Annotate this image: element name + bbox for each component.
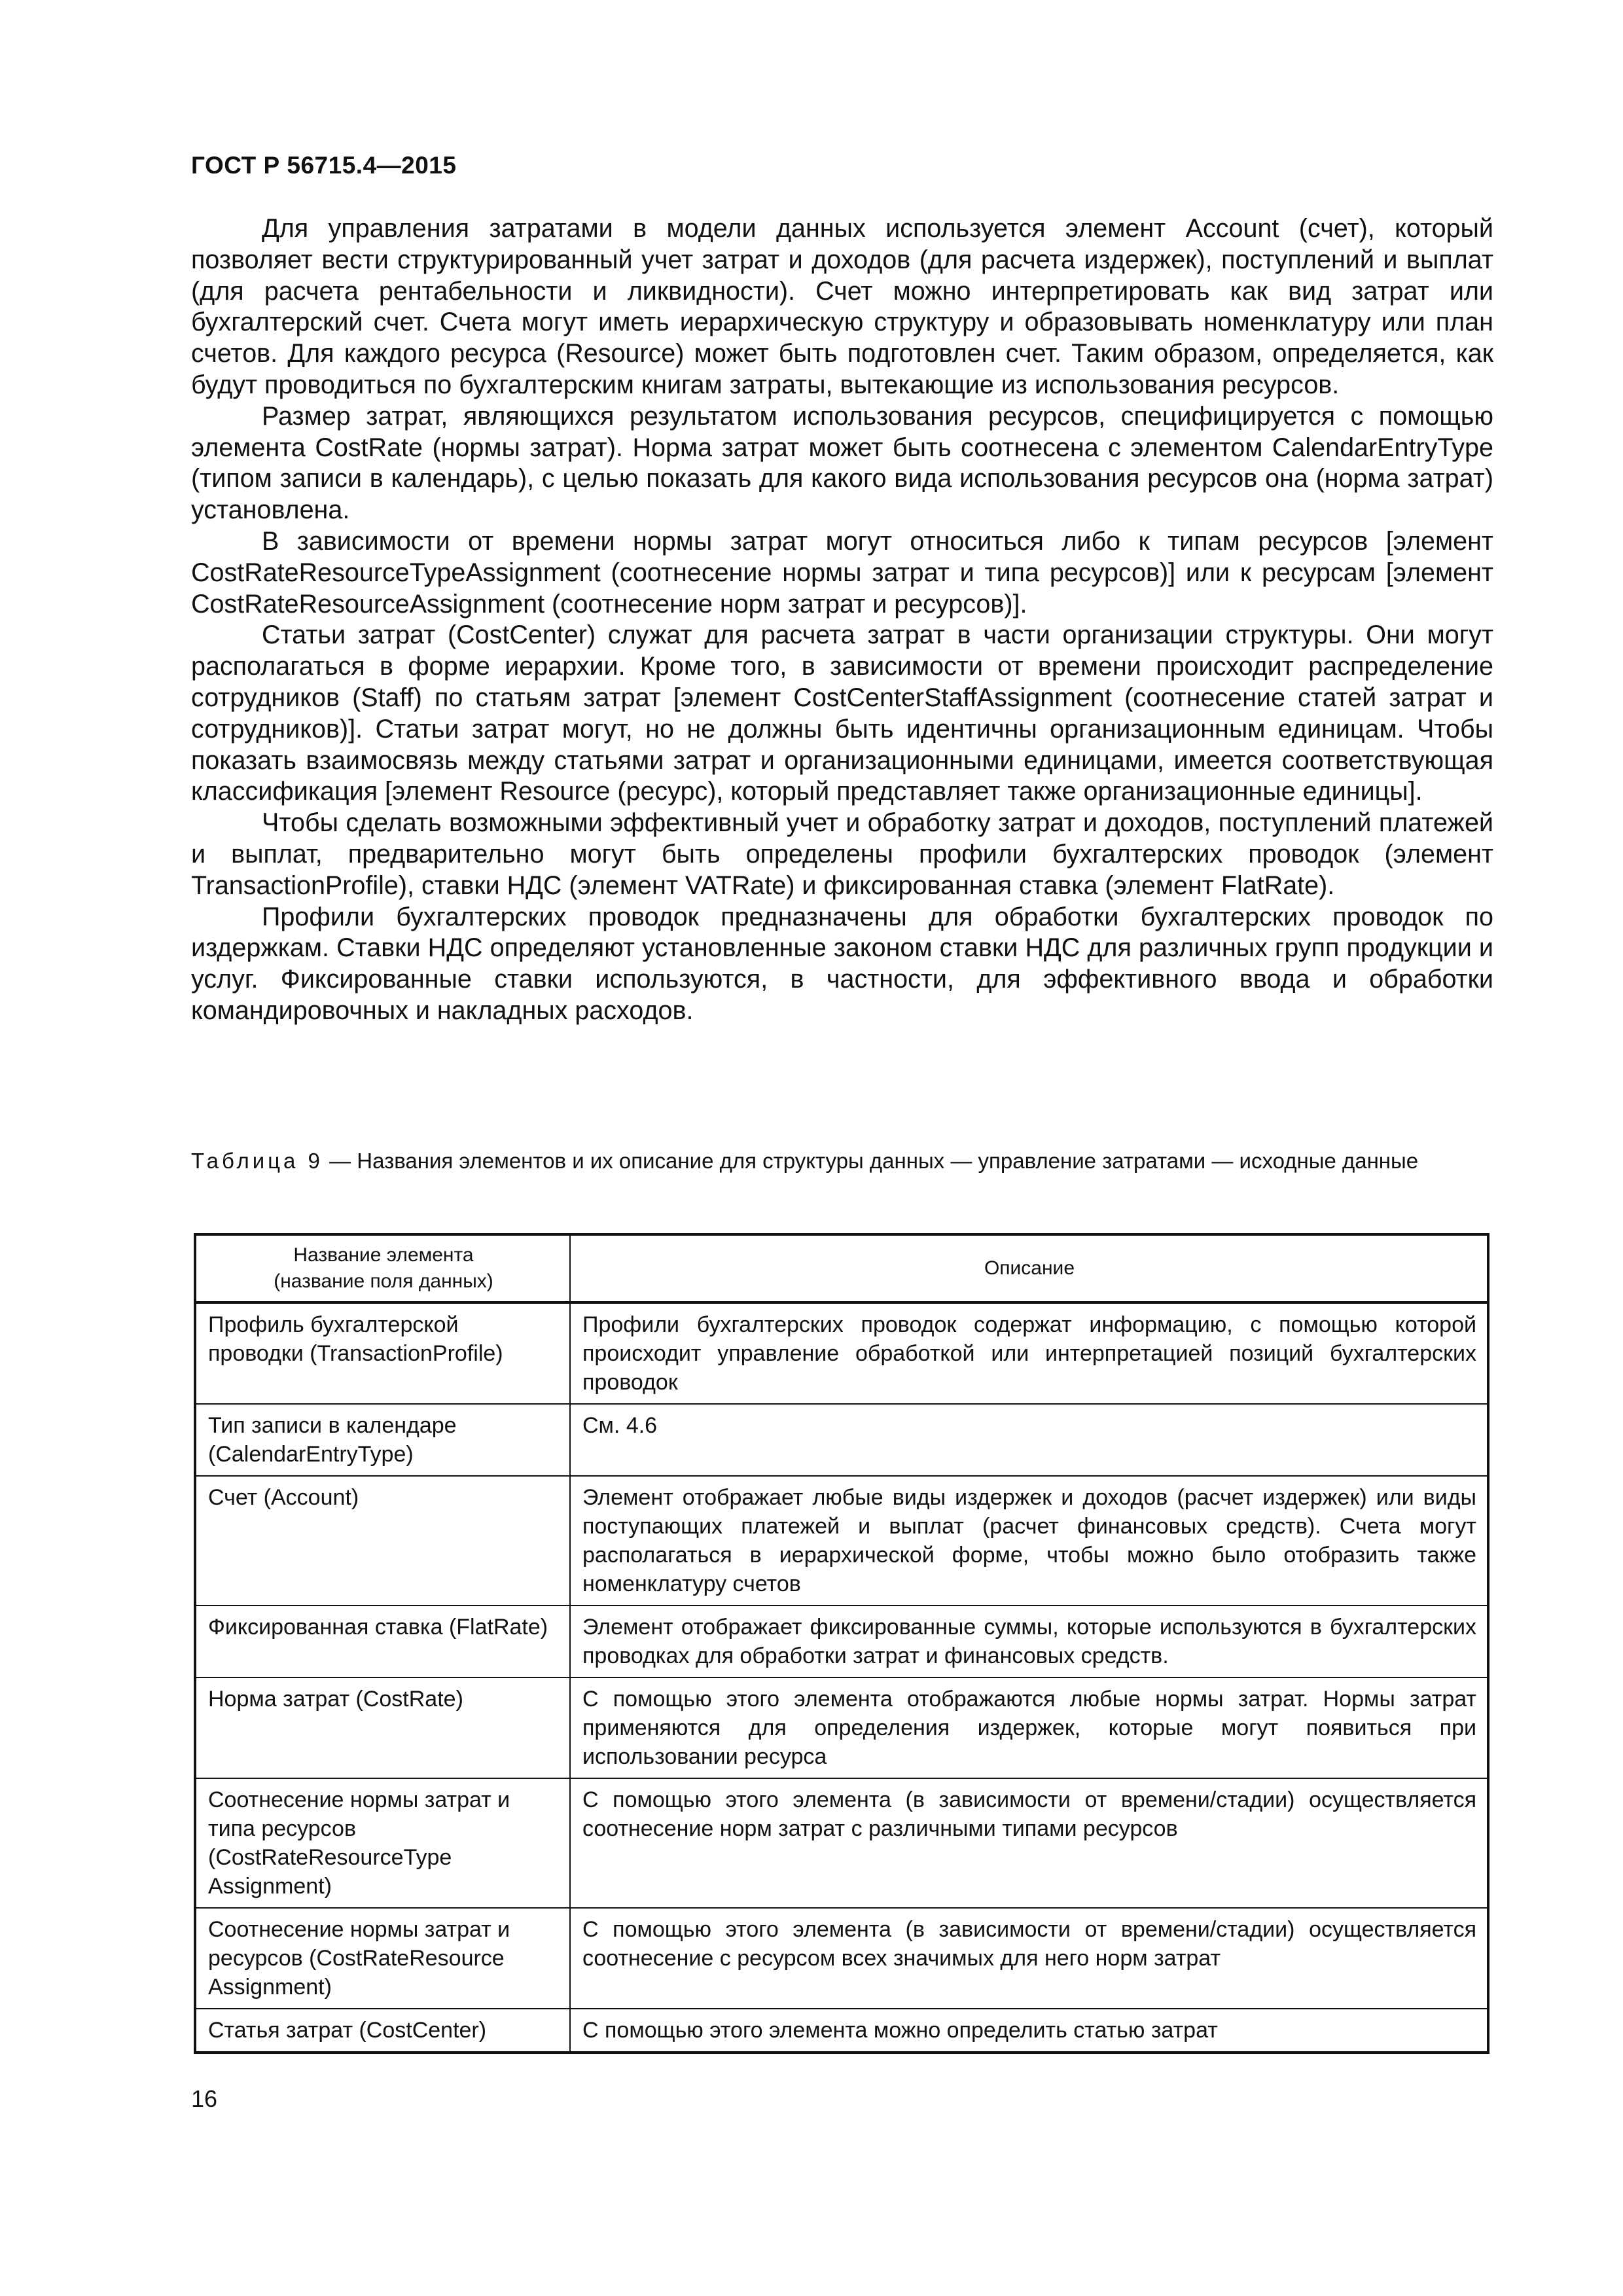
table-row: [195, 1404, 1488, 1476]
table-caption-text: — Названия элементов и их описание для структуры данных — управление затратами — исходные данные: [323, 1149, 1419, 1173]
paragraph: Профили бухгалтерских проводок предназначены для обработки бухгалтерских проводок по издержкам. Ставки НДС определяют установленные законом ставки НДС для различных групп продукции и услуг. Фиксированные ставки используются, в частности, для эффективного ввода и обработки командировочных и накладных расходов.: [191, 902, 1493, 1025]
cell-element-name: Тип записи в календаре (CalendarEntryType): [195, 1404, 570, 1476]
table-caption-label: Таблица 9: [191, 1149, 323, 1173]
cell-element-name: Фиксированная ставка (FlatRate): [195, 1605, 570, 1677]
standard-designation: ГОСТ Р 56715.4—2015: [191, 152, 457, 179]
paragraph: Для управления затратами в модели данных используется элемент Account (счет), который позволяет вести структурированный учет затрат и доходов (для расчета издержек), поступлений и выплат (для расчета рентабельности и ликвидности). Счет можно интерпретировать как вид затрат или бухгалтерский счет. Счета могут иметь иерархическую структуру и образовывать номенклатуру или план счетов. Для каждого ресурса (Resource) может быть подготовлен счет. Таким образом, определяется, как будут проводиться по бухгалтерским книгам затраты, вытекающие из использования ресурсов.: [191, 214, 1493, 399]
paragraph: Чтобы сделать возможными эффективный учет и обработку затрат и доходов, поступлений платежей и выплат, предварительно могут быть определены профили бухгалтерских проводок (элемент TransactionProfile), ставки НДС (элемент VATRate) и фиксированная ставка (элемент FlatRate).: [191, 808, 1493, 900]
table-row: [195, 1302, 1488, 1404]
table-caption: [191, 1147, 1493, 1175]
table-row: [195, 1476, 1488, 1605]
table-row: [195, 1605, 1488, 1677]
paragraph: Размер затрат, являющихся результатом использования ресурсов, специфицируется с помощью элемента CostRate (нормы затрат). Норма затрат может быть соотнесена с элементом CalendarEntryType (типом записи в календарь), с целью показать для какого вида использования ресурсов она (норма затрат) установлена.: [191, 401, 1493, 525]
header-element-name-line2: (название поля данных): [274, 1270, 493, 1292]
cell-description: С помощью этого элемента (в зависимости от времени/стадии) осуществляется соотнесение норм затрат с различными типами ресурсов: [570, 1778, 1488, 1908]
table-row: [195, 2009, 1488, 2053]
cell-description: Элемент отображает фиксированные суммы, которые используются в бухгалтерских проводках для обработки затрат и финансовых средств.: [570, 1605, 1488, 1677]
paragraph: В зависимости от времени нормы затрат могут относиться либо к типам ресурсов [элемент CostRateResourceTypeAssignment (соотнесение нормы затрат и типа ресурсов)] или к ресурсам [элемент CostRateResourceAssignment (соотнесение норм затрат и ресурсов)].: [191, 526, 1493, 619]
cell-description: С помощью этого элемента отображаются любые нормы затрат. Нормы затрат применяются для определения издержек, которые могут появиться при использовании ресурса: [570, 1677, 1488, 1778]
table-row: [195, 1677, 1488, 1778]
cell-element-name: Соотнесение нормы затрат и ресурсов (CostRateResource Assignment): [195, 1908, 570, 2009]
cell-element-name: Норма затрат (CostRate): [195, 1677, 570, 1778]
header-element-name-line1: Название элемента: [293, 1244, 474, 1266]
page-number: 16: [191, 2085, 218, 2112]
cell-description: Профили бухгалтерских проводок содержат информацию, с помощью которой происходит управление обработкой или интерпретацией позиций бухгалтерских проводок: [570, 1302, 1488, 1404]
elements-table: [194, 1233, 1489, 2054]
table-row: [195, 1778, 1488, 1908]
body-text: [191, 213, 1493, 1027]
cell-element-name: Статья затрат (CostCenter): [195, 2009, 570, 2053]
cell-description: С помощью этого элемента (в зависимости от времени/стадии) осуществляется соотнесение с ресурсом всех значимых для него норм затрат: [570, 1908, 1488, 2009]
paragraph: Статьи затрат (CostCenter) служат для расчета затрат в части организации структуры. Они могут располагаться в форме иерархии. Кроме того, в зависимости от времени происходит распределение сотрудников (Staff) по статьям затрат [элемент CostCenterStaffAssignment (соотнесение статей затрат и сотрудников)]. Статьи затрат могут, но не должны быть идентичны организационным единицам. Чтобы показать взаимосвязь между статьями затрат и организационными единицами, имеется соответствующая классификация [элемент Resource (ресурс), который представляет также организационные единицы].: [191, 620, 1493, 806]
header-description: Описание: [570, 1234, 1488, 1302]
table-row: [195, 1908, 1488, 2009]
cell-description: С помощью этого элемента можно определить статью затрат: [570, 2009, 1488, 2053]
cell-element-name: Соотнесение нормы затрат и типа ресурсов (CostRateResourceType Assignment): [195, 1778, 570, 1908]
header-element-name: [195, 1234, 570, 1302]
table-header-row: [195, 1234, 1488, 1302]
cell-element-name: Счет (Account): [195, 1476, 570, 1605]
cell-description: См. 4.6: [570, 1404, 1488, 1476]
cell-element-name: Профиль бухгалтерской проводки (TransactionProfile): [195, 1302, 570, 1404]
cell-description: Элемент отображает любые виды издержек и доходов (расчет издержек) или виды поступающих платежей и выплат (расчет финансовых средств). Счета могут располагаться в иерархической форме, чтобы можно было отобразить также номенклатуру счетов: [570, 1476, 1488, 1605]
